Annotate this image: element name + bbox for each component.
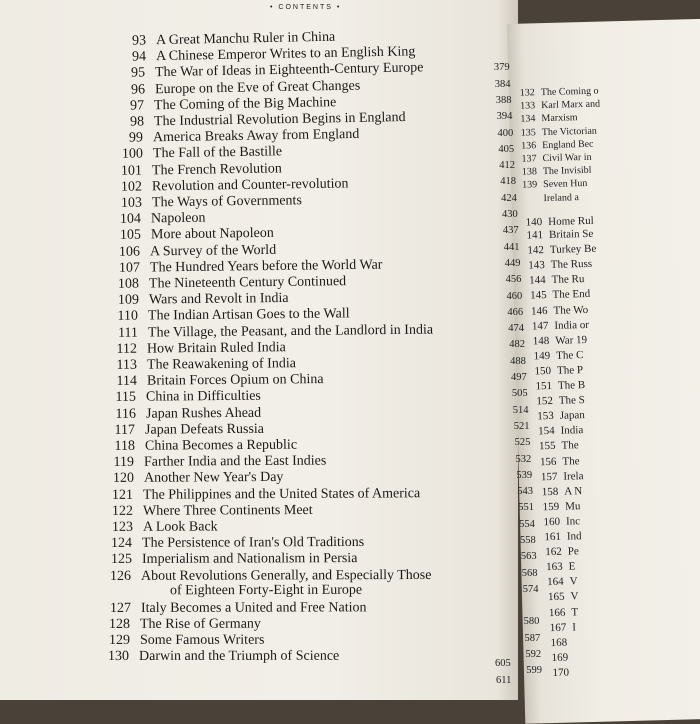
- right-toc-entry: [529, 364, 583, 377]
- chapter-title: The Philippines and the United States of America: [143, 486, 420, 503]
- toc-entry: [97, 566, 432, 585]
- page-number: 400: [498, 128, 514, 139]
- right-toc-entry: [530, 379, 585, 392]
- chapter-title: The Village, the Peasant, and the Landlord in India: [148, 322, 433, 340]
- page-number: 521: [514, 421, 530, 432]
- chapter-number: 151: [530, 380, 552, 393]
- chapter-title: The Reawakening of India: [147, 356, 296, 372]
- chapter-title: A N: [564, 485, 582, 497]
- chapter-title: England Bec: [542, 139, 594, 151]
- chapter-number: 161: [539, 531, 561, 544]
- chapter-title: Turkey Be: [550, 243, 597, 256]
- page-number: 488: [510, 356, 526, 367]
- chapter-title: Europe on the Eve of Great Changes: [155, 78, 360, 97]
- page-number: 430: [502, 209, 518, 220]
- right-toc-list: [507, 19, 700, 24]
- chapter-title: The: [561, 440, 578, 452]
- chapter-title: A Chinese Emperor Writes to an English King: [155, 45, 415, 65]
- chapter-number: 108: [105, 277, 139, 293]
- chapter-title: Another New Year's Day: [144, 470, 283, 486]
- chapter-number: 169: [546, 651, 568, 664]
- chapter-title: The S: [559, 394, 585, 407]
- right-toc-entry: [526, 319, 589, 333]
- page-number: 505: [512, 388, 528, 399]
- chapter-number: 107: [106, 260, 140, 276]
- chapter-number: 93: [112, 33, 146, 50]
- chapter-number: 159: [537, 501, 559, 514]
- chapter-title: India: [561, 424, 584, 437]
- chapter-title: Farther India and the East Indies: [144, 454, 326, 470]
- chapter-title: More about Napoleon: [150, 226, 273, 243]
- right-toc-entry: [528, 349, 583, 362]
- chapter-title: Seven Hun: [543, 178, 587, 190]
- right-toc-entry: [539, 530, 582, 543]
- chapter-number: 116: [102, 406, 136, 422]
- chapter-number: 153: [532, 410, 554, 423]
- chapter-number: 120: [100, 471, 134, 487]
- chapter-title: How Britain Ruled India: [147, 340, 286, 356]
- chapter-number: 140: [520, 216, 542, 229]
- chapter-number: 128: [96, 617, 130, 633]
- chapter-number: 96: [111, 82, 145, 99]
- page-number: 405: [498, 144, 514, 155]
- page-number: 599: [526, 665, 542, 676]
- chapter-number: 123: [98, 520, 132, 536]
- chapter-number: 104: [107, 212, 141, 228]
- chapter-title: The Coming o: [541, 86, 599, 99]
- right-toc-entry: [541, 576, 577, 589]
- chapter-number: 155: [533, 440, 555, 453]
- page-number: 605: [495, 658, 511, 669]
- chapter-title: Some Famous Writers: [140, 633, 264, 648]
- chapter-title: Imperialism and Nationalism in Persia: [142, 551, 357, 567]
- page-number: 474: [508, 323, 524, 334]
- right-toc-entry: [527, 334, 587, 348]
- page-number: 456: [506, 274, 522, 285]
- chapter-title: Darwin and the Triumph of Science: [139, 649, 339, 664]
- chapter-title: America Breaks Away from England: [153, 127, 360, 145]
- page-number: 466: [507, 307, 523, 318]
- chapter-title: About Revolutions Generally, and Especially Those: [141, 568, 431, 584]
- chapter-title: Japan Rushes Ahead: [146, 405, 261, 421]
- right-toc-entry: [524, 288, 590, 302]
- page-number: 551: [518, 502, 534, 513]
- chapter-title: The: [562, 455, 579, 467]
- chapter-number: 133: [513, 100, 535, 112]
- chapter-title: The War of Ideas in Eighteenth-Century Europe: [155, 61, 424, 81]
- right-toc-entry: [541, 561, 576, 574]
- right-toc-entry: [538, 515, 580, 528]
- chapter-title: A Great Manchu Ruler in China: [156, 30, 336, 48]
- page-number: 460: [507, 291, 523, 302]
- chapter-number: 98: [110, 114, 144, 131]
- page-number: 568: [522, 568, 538, 579]
- page-number: 394: [497, 111, 513, 122]
- page-number: 441: [504, 242, 520, 253]
- page-number: 418: [500, 176, 516, 187]
- chapter-number: 143: [523, 259, 545, 272]
- chapter-title: The Persistence of Iran's Old Traditions: [142, 535, 364, 551]
- right-toc-entry: [532, 409, 585, 422]
- page-number: 384: [495, 79, 511, 90]
- right-toc-entry: [514, 125, 597, 138]
- chapter-number: 113: [103, 358, 137, 374]
- right-toc-entry: [520, 215, 594, 229]
- chapter-number: 156: [534, 455, 556, 468]
- right-toc-entry: [533, 424, 584, 437]
- chapter-title: War 19: [555, 334, 587, 347]
- chapter-number: 100: [109, 147, 143, 164]
- chapter-number: 141: [521, 229, 543, 242]
- chapter-number: 134: [513, 114, 535, 126]
- chapter-title: Ind: [567, 530, 582, 542]
- page-number: 532: [516, 454, 532, 465]
- right-toc-entry: [545, 636, 573, 649]
- chapter-title: The Industrial Revolution Begins in England: [154, 110, 406, 129]
- chapter-number: 162: [540, 546, 562, 559]
- chapter-number: 118: [101, 439, 135, 455]
- chapter-title: The Nineteenth Century Continued: [149, 274, 346, 291]
- page-number: 543: [517, 486, 533, 497]
- right-toc-entry: [531, 394, 585, 407]
- chapter-number: 111: [104, 325, 138, 341]
- right-toc-entry: [547, 666, 575, 679]
- chapter-title: China in Difficulties: [146, 389, 261, 405]
- chapter-title: The Ways of Governments: [151, 193, 301, 210]
- chapter-title: Mu: [565, 500, 581, 512]
- chapter-number: 95: [111, 66, 145, 83]
- chapter-number: 138: [515, 166, 537, 178]
- chapter-number: 160: [538, 516, 560, 529]
- chapter-number: 129: [96, 633, 130, 649]
- chapter-number: 103: [107, 196, 141, 212]
- chapter-number: 130: [95, 649, 129, 665]
- chapter-title: Wars and Revolt in India: [149, 291, 289, 308]
- right-toc-entry: [537, 500, 581, 513]
- chapter-title: A Look Back: [142, 519, 217, 534]
- chapter-number: 109: [105, 293, 139, 309]
- page-number: 554: [519, 519, 535, 530]
- chapter-number: 146: [525, 305, 547, 318]
- chapter-number: 165: [542, 591, 564, 604]
- chapter-number: 119: [100, 455, 134, 471]
- running-header: • CONTENTS •: [270, 4, 341, 11]
- chapter-number: 139: [515, 180, 537, 192]
- right-toc-entry: [536, 485, 582, 498]
- chapter-number: 122: [99, 504, 133, 520]
- chapter-title: The Ru: [552, 273, 585, 286]
- chapter-title: Marxism: [541, 113, 577, 125]
- chapter-title: Revolution and Counter-revolution: [152, 176, 349, 194]
- chapter-title: A Survey of the World: [150, 242, 276, 259]
- chapter-number: 157: [535, 470, 557, 483]
- page-number: 592: [525, 649, 541, 660]
- chapter-title: The Wo: [553, 303, 588, 316]
- right-toc-entry: [533, 440, 578, 453]
- toc-entry: [95, 647, 339, 665]
- page-number: 514: [513, 405, 529, 416]
- chapter-number: 147: [526, 320, 548, 333]
- right-toc-entry: [513, 86, 599, 99]
- right-toc-entry: [534, 455, 579, 468]
- chapter-number: 166: [543, 606, 565, 619]
- chapter-title: The Indian Artisan Goes to the Wall: [148, 307, 350, 324]
- chapter-title: T: [571, 606, 578, 618]
- chapter-title: E: [569, 561, 576, 573]
- chapter-number: 117: [101, 423, 135, 439]
- right-toc-entry: [523, 258, 593, 272]
- chapter-number: 124: [98, 536, 132, 552]
- chapter-title: Britain Forces Opium on China: [146, 372, 323, 389]
- chapter-title: Britain Se: [549, 228, 594, 241]
- page-number: 525: [515, 437, 531, 448]
- right-toc-entry: [513, 99, 600, 112]
- chapter-number: 145: [524, 289, 546, 302]
- chapter-number: 152: [531, 395, 553, 408]
- chapter-title: India or: [554, 319, 589, 332]
- chapter-number: 144: [524, 274, 546, 287]
- chapter-number: 150: [529, 365, 551, 378]
- right-toc-entry: [515, 178, 587, 191]
- page-number: 611: [496, 675, 511, 686]
- page-number: 388: [496, 95, 512, 106]
- chapter-title: China Becomes a Republic: [145, 438, 297, 454]
- page-number: 449: [505, 258, 521, 269]
- chapter-number: 167: [544, 621, 566, 634]
- right-toc-entry: [515, 165, 592, 178]
- chapter-number: 163: [541, 561, 563, 574]
- chapter-title: Home Rul: [548, 215, 594, 228]
- page-number: 539: [516, 470, 532, 481]
- chapter-title: V: [570, 591, 578, 603]
- chapter-number: 102: [108, 179, 142, 196]
- right-toc-entry: [525, 303, 588, 317]
- chapter-number: 99: [109, 131, 143, 148]
- page-number: 424: [501, 193, 517, 204]
- chapter-title: I: [572, 621, 576, 633]
- right-toc-entry: [524, 273, 585, 287]
- right-toc-entry: [514, 152, 591, 165]
- chapter-number: 110: [104, 309, 138, 325]
- chapter-title: The Russ: [551, 258, 593, 271]
- right-toc-entry: [546, 651, 574, 664]
- chapter-title: The Victorian: [542, 125, 597, 137]
- chapter-number: 164: [541, 576, 563, 589]
- chapter-title: The Invisibl: [543, 165, 592, 177]
- chapter-number: 106: [106, 244, 140, 260]
- chapter-number: 121: [99, 487, 133, 503]
- chapter-title: Italy Becomes a United and Free Nation: [141, 600, 367, 616]
- chapter-title: Napoleon: [151, 211, 206, 227]
- page-number: 437: [503, 225, 519, 236]
- chapter-number: 170: [547, 666, 569, 679]
- chapter-title: Japan: [560, 409, 585, 422]
- chapter-title: Karl Marx and: [541, 99, 600, 112]
- right-toc-entry: [544, 621, 576, 634]
- right-toc-entry: [540, 545, 579, 558]
- page-number: 563: [521, 551, 537, 562]
- chapter-number: 127: [97, 601, 131, 617]
- right-toc-entry: [543, 606, 578, 619]
- page-number: 482: [509, 339, 525, 350]
- chapter-number: 154: [533, 425, 555, 438]
- chapter-number: 137: [514, 153, 536, 165]
- chapter-title: The P: [557, 364, 583, 377]
- chapter-number: 135: [514, 127, 536, 139]
- chapter-title: Where Three Continents Meet: [143, 503, 313, 519]
- chapter-number: 112: [103, 341, 137, 357]
- right-toc-entry: [513, 113, 577, 126]
- chapter-title: Inc: [566, 515, 580, 527]
- page-number: 587: [525, 633, 541, 644]
- chapter-number: 126: [97, 568, 131, 584]
- right-toc-entry: [535, 470, 583, 483]
- chapter-number: [516, 201, 538, 202]
- chapter-number: 101: [108, 163, 142, 180]
- page-number: 412: [499, 160, 515, 171]
- chapter-title: V: [569, 576, 577, 588]
- chapter-title-continuation: of Eighteen Forty-Eight in Europe: [170, 583, 362, 600]
- chapter-number: 94: [111, 50, 145, 67]
- chapter-number: 105: [107, 228, 141, 244]
- right-toc-entry: [542, 591, 578, 604]
- chapter-title: Civil War in: [542, 152, 591, 164]
- chapter-title: Pe: [568, 545, 579, 557]
- page-number: 379: [494, 62, 510, 73]
- chapter-number: 142: [522, 244, 544, 257]
- chapter-number: 168: [545, 636, 567, 649]
- chapter-number: 115: [102, 390, 136, 406]
- chapter-title: The Rise of Germany: [140, 617, 261, 632]
- chapter-number: 125: [98, 552, 132, 568]
- chapter-number: 149: [528, 350, 550, 363]
- chapter-title: The Fall of the Bastille: [153, 145, 282, 162]
- chapter-title: The Coming of the Big Machine: [154, 95, 337, 113]
- chapter-title: The C: [556, 349, 584, 362]
- chapter-number: 148: [527, 335, 549, 348]
- chapter-number: 114: [102, 374, 136, 390]
- right-toc-entry: [522, 243, 597, 257]
- chapter-title: The French Revolution: [152, 161, 282, 178]
- right-toc-entry: [514, 139, 594, 152]
- chapter-title: Ireland a: [543, 192, 579, 204]
- page-number: 580: [524, 616, 540, 627]
- chapter-number: 136: [514, 140, 536, 152]
- page-number: 574: [523, 584, 539, 595]
- chapter-title: The End: [552, 288, 590, 301]
- page-number: 558: [520, 535, 536, 546]
- chapter-title: The Hundred Years before the World War: [150, 257, 383, 275]
- chapter-title: Japan Defeats Russia: [145, 422, 264, 438]
- right-toc-entry: [515, 192, 579, 205]
- chapter-number: 97: [110, 98, 144, 115]
- page-number: 497: [511, 372, 527, 383]
- chapter-number: 132: [513, 87, 535, 99]
- chapter-title: The B: [558, 379, 586, 392]
- chapter-number: 158: [536, 486, 558, 499]
- right-toc-entry: [521, 228, 594, 242]
- chapter-title: Irela: [563, 470, 583, 483]
